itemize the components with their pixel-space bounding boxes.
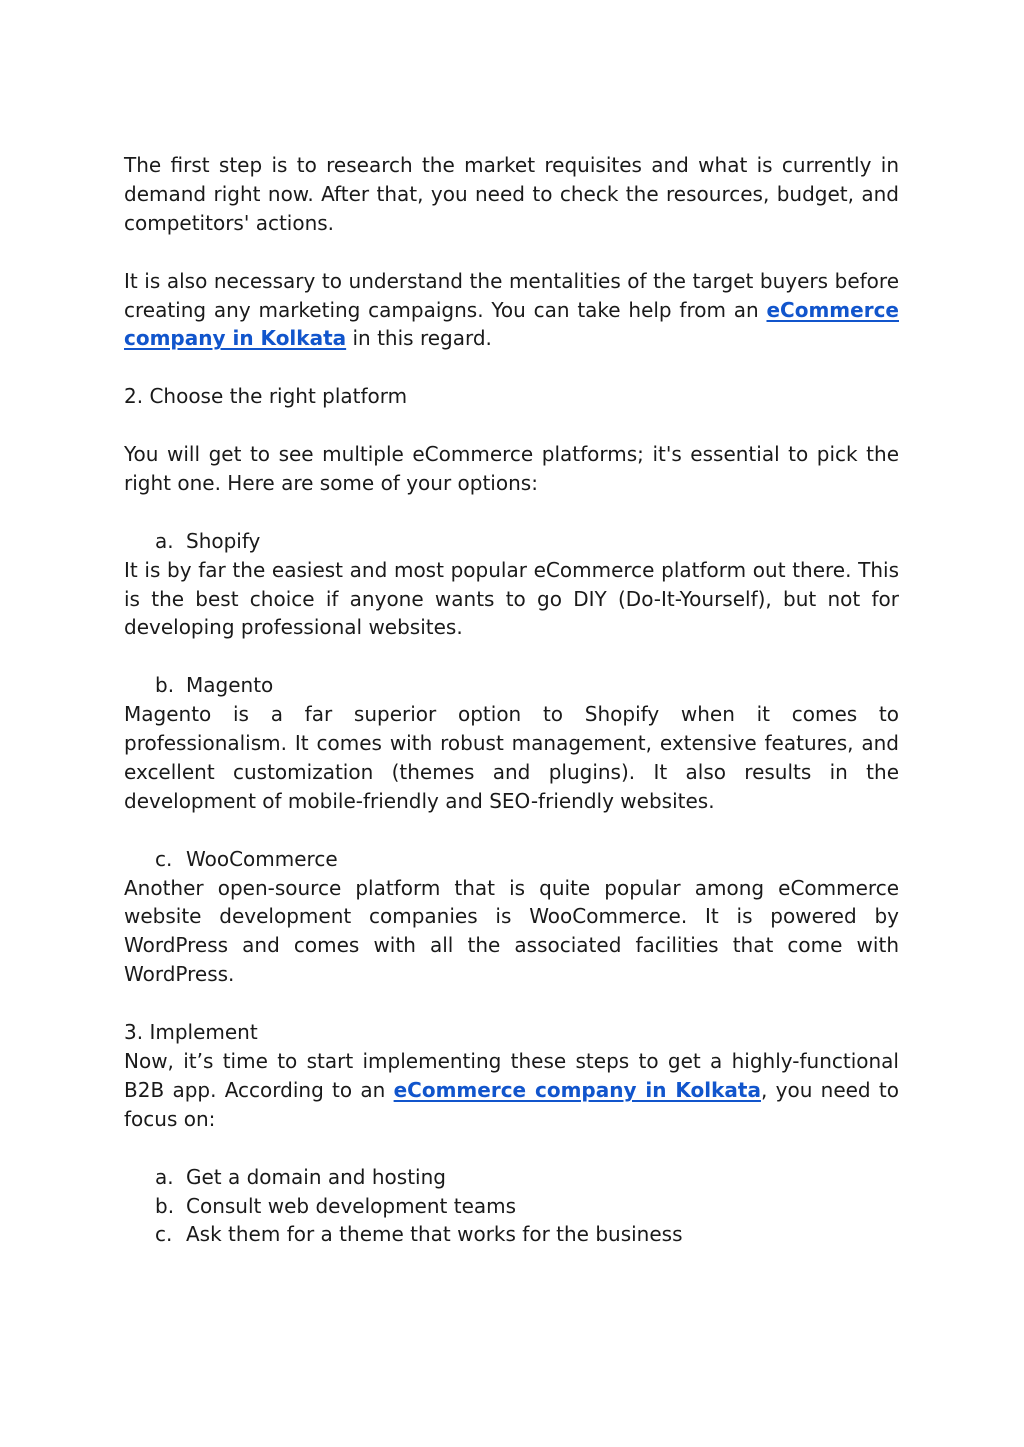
ecommerce-company-link[interactable]: eCommerce company in Kolkata	[124, 297, 899, 351]
implement-steps-list	[124, 1163, 899, 1250]
paragraph-implement	[124, 1047, 899, 1134]
platform-item-magento	[124, 671, 899, 700]
ecommerce-company-link[interactable]: eCommerce company in Kolkata	[393, 1077, 761, 1102]
document-page	[124, 151, 899, 1249]
list-marker: c.	[155, 1222, 173, 1247]
platform-name: Magento	[186, 673, 274, 698]
section-heading-implement: 3. Implement	[124, 1020, 258, 1045]
list-item	[124, 527, 899, 556]
platform-item-shopify	[124, 527, 899, 556]
list-item	[124, 1192, 899, 1221]
step-text: Ask them for a theme that works for the business	[186, 1222, 683, 1247]
paragraph-text: in this regard.	[346, 326, 492, 351]
list-item	[124, 1220, 899, 1249]
list-marker: b.	[155, 673, 175, 698]
platform-description: It is by far the easiest and most popular eCommerce platform out there. This is the best choice if anyone wants to go DIY (Do-It-Yourself), but not for developing professional websites.	[124, 557, 899, 640]
list-marker: a.	[155, 1164, 174, 1189]
step-text: Get a domain and hosting	[186, 1164, 446, 1189]
list-item	[124, 671, 899, 700]
platform-item-woocommerce	[124, 845, 899, 874]
platform-name: Shopify	[186, 528, 261, 553]
paragraph-intro: The first step is to research the market requisites and what is currently in demand right now. After that, you need to check the resources, budget, and competitors' actions.	[124, 153, 899, 235]
list-marker: b.	[155, 1193, 175, 1218]
paragraph-text: , you need to focus on:	[124, 1077, 899, 1131]
paragraph-target-buyers	[124, 267, 899, 354]
paragraph-text: It is also necessary to understand the mentalities of the target buyers before creating any marketing campaigns. You can take help from an	[124, 268, 899, 322]
paragraph-platforms-intro: You will get to see multiple eCommerce platforms; it's essential to pick the right one. Here are some of your options:	[124, 442, 899, 495]
list-item	[124, 1163, 899, 1192]
paragraph-text: Now, it’s time to start implementing these steps to get a highly-functional B2B app. According to an	[124, 1048, 899, 1102]
platform-description: Another open-source platform that is quite popular among eCommerce website development companies is WooCommerce. It is powered by WordPress and comes with all the associated facilities that come with WordPress.	[124, 875, 899, 987]
platform-name: WooCommerce	[186, 846, 338, 871]
list-marker: c.	[155, 846, 173, 871]
step-text: Consult web development teams	[186, 1193, 517, 1218]
platform-description: Magento is a far superior option to Shopify when it comes to professionalism. It comes with robust management, extensive features, and excellent customization (themes and plugins). It also results in the development of mobile-friendly and SEO-friendly websites.	[124, 702, 899, 813]
section-heading-platform: 2. Choose the right platform	[124, 384, 408, 409]
list-marker: a.	[155, 528, 174, 553]
list-item	[124, 845, 899, 874]
